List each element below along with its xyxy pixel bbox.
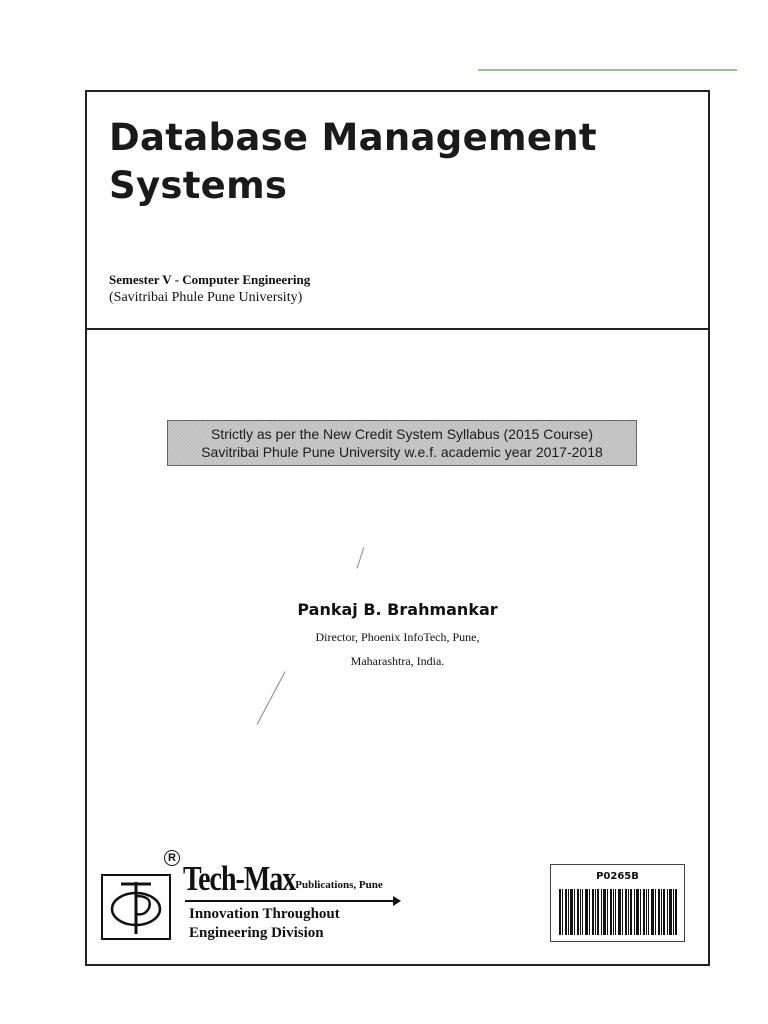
publisher-brand: [183, 860, 383, 899]
author-affiliation: Director, Phoenix InfoTech, Pune,: [315, 630, 480, 644]
title-line-1: Database Management: [109, 116, 597, 159]
author-location: Maharashtra, India.: [350, 654, 445, 668]
university-text: (Savitribai Phule Pune University): [109, 290, 303, 305]
publisher-logo: [101, 850, 421, 950]
semester-text: Semester V - Computer Engineering: [109, 272, 311, 287]
brand-arrow-icon: [185, 900, 395, 902]
syllabus-line-1: Strictly as per the New Credit System Syllabus (2015 Course): [210, 426, 594, 442]
author-name: Pankaj B. Brahmankar: [297, 600, 498, 619]
title-block: [87, 92, 708, 330]
syllabus-line-2: Savitribai Phule Pune University w.e.f. academic year 2017-2018: [201, 444, 603, 460]
syllabus-banner: [167, 420, 637, 466]
barcode-label: [550, 864, 685, 942]
book-title: [109, 114, 597, 210]
brand-name: Tech-Max: [183, 860, 296, 899]
tagline-1: Innovation Throughout: [189, 906, 340, 922]
barcode-icon: [559, 889, 677, 935]
registered-mark: R: [164, 850, 180, 866]
title-line-2: Systems: [109, 164, 288, 207]
green-rule: [478, 69, 737, 71]
tp-monogram-icon: [101, 874, 171, 940]
cover-frame: [85, 90, 710, 966]
scan-mark: [357, 547, 365, 568]
tagline-2: Engineering Division: [189, 925, 324, 941]
product-code: P0265B: [596, 871, 639, 882]
brand-suffix: Publications, Pune: [295, 879, 383, 891]
scan-mark: [257, 671, 286, 724]
